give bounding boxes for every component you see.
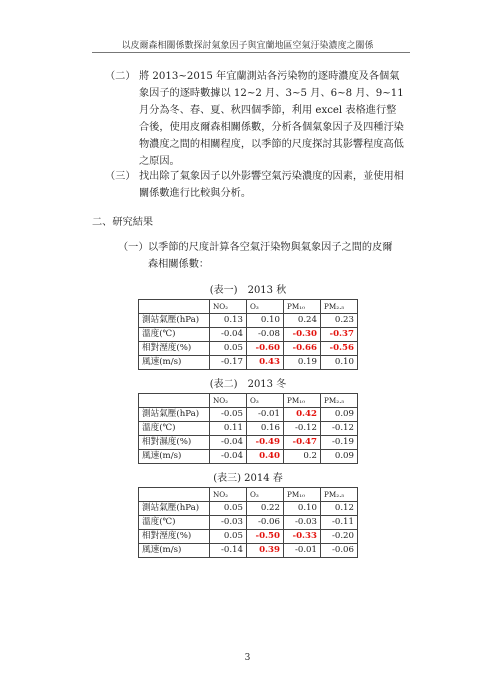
- table-cell: 0.2: [284, 450, 321, 464]
- table-cell: -0.04: [210, 450, 247, 464]
- table-cell: -0.56: [321, 342, 358, 356]
- table-cell: -0.08: [247, 328, 284, 342]
- row-label: 相對濕度(%): [139, 436, 210, 450]
- correlation-table: [138, 299, 358, 370]
- section-heading: 二、研究結果: [92, 217, 154, 228]
- table-cell: -0.01: [247, 408, 284, 422]
- method-paragraph-2: [105, 68, 405, 170]
- table-header-row: [139, 394, 358, 408]
- table-cell: -0.37: [321, 328, 358, 342]
- row-label: 相對溼度(%): [139, 342, 210, 356]
- column-header: PM₁₀: [284, 300, 321, 314]
- table-corner-cell: [139, 488, 210, 502]
- table-cell: -0.47: [284, 436, 321, 450]
- column-header: NO₂: [210, 394, 247, 408]
- row-label: 溫度(℃): [139, 422, 210, 436]
- table-cell: -0.03: [284, 516, 321, 530]
- table-cell: -0.04: [210, 436, 247, 450]
- row-label: 風速(m/s): [139, 356, 210, 370]
- subheading-text: 以季節的尺度計算各空氣汙染物與氣象因子之間的皮爾森相關係數：: [148, 242, 393, 270]
- subheading-marker: （一）: [118, 242, 149, 253]
- row-label: 風速(m/s): [139, 544, 210, 558]
- running-header: 以皮爾森相關係數探討氣象因子與宜蘭地區空氣汙染濃度之關係: [121, 41, 374, 51]
- table-row: [139, 314, 358, 328]
- correlation-table: [138, 487, 358, 558]
- table-row: [139, 328, 358, 342]
- table-cell: -0.05: [210, 408, 247, 422]
- column-header: O₃: [247, 488, 284, 502]
- table-cell: 0.40: [247, 450, 284, 464]
- row-label: 測站氣壓(hPa): [139, 502, 210, 516]
- table-cell: 0.12: [321, 502, 358, 516]
- table-cell: -0.14: [210, 544, 247, 558]
- column-header: PM₂.₅: [321, 394, 358, 408]
- table-cell: -0.11: [321, 516, 358, 530]
- table-row: [139, 450, 358, 464]
- paragraph-marker: （二）: [105, 71, 136, 82]
- table-cell: 0.39: [247, 544, 284, 558]
- table-cell: -0.19: [321, 436, 358, 450]
- column-header: O₃: [247, 300, 284, 314]
- table-caption: (表一) 2013 秋: [209, 285, 287, 296]
- table-row: [139, 356, 358, 370]
- table-cell: -0.66: [284, 342, 321, 356]
- table-cell: 0.10: [321, 356, 358, 370]
- table-row: [139, 530, 358, 544]
- table-cell: 0.22: [247, 502, 284, 516]
- table-row: [139, 342, 358, 356]
- table-cell: -0.04: [210, 328, 247, 342]
- row-label: 相對溼度(%): [139, 530, 210, 544]
- table-cell: 0.10: [284, 502, 321, 516]
- table-cell: -0.50: [247, 530, 284, 544]
- row-label: 風速(m/s): [139, 450, 210, 464]
- row-label: 溫度(℃): [139, 516, 210, 530]
- table-cell: 0.19: [284, 356, 321, 370]
- table-cell: 0.13: [210, 314, 247, 328]
- column-header: PM₂.₅: [321, 488, 358, 502]
- table-cell: 0.11: [210, 422, 247, 436]
- column-header: O₃: [247, 394, 284, 408]
- table-caption: (表二) 2013 冬: [209, 379, 287, 390]
- table-cell: -0.33: [284, 530, 321, 544]
- table-cell: -0.30: [284, 328, 321, 342]
- table-row: [139, 436, 358, 450]
- table-cell: 0.23: [321, 314, 358, 328]
- row-label: 測站氣壓(hPa): [139, 408, 210, 422]
- table-cell: -0.60: [247, 342, 284, 356]
- paragraph-text: 將 2013~2015 年宜蘭測站各污染物的逐時濃度及各個氣象因子的逐時數據以 12~2 月、3~5 月、6~8 月、9~11 月分為冬、春、夏、秋四個季節，利用 excel 表格進行整合後，使用皮爾森相關係數，分析各個氣象因子及四種汙染物濃度之間的相關程度，以季節的尺度探討其影響程度高低之原因。: [139, 71, 404, 167]
- table-cell: -0.20: [321, 530, 358, 544]
- column-header: PM₁₀: [284, 394, 321, 408]
- table-cell: 0.43: [247, 356, 284, 370]
- table-cell: -0.01: [284, 544, 321, 558]
- column-header: PM₂.₅: [321, 300, 358, 314]
- table-cell: 0.05: [210, 502, 247, 516]
- table-cell: -0.12: [284, 422, 321, 436]
- table-cell: 0.05: [210, 342, 247, 356]
- table-header-row: [139, 488, 358, 502]
- table-cell: 0.16: [247, 422, 284, 436]
- table-cell: -0.17: [210, 356, 247, 370]
- table-cell: -0.06: [321, 544, 358, 558]
- table-caption: (表三) 2014 春: [213, 473, 283, 484]
- row-label: 溫度(℃): [139, 328, 210, 342]
- column-header: NO₂: [210, 488, 247, 502]
- table-cell: -0.06: [247, 516, 284, 530]
- table-cell: 0.10: [247, 314, 284, 328]
- table-cell: 0.24: [284, 314, 321, 328]
- table-cell: 0.09: [321, 408, 358, 422]
- method-paragraph-3: [105, 168, 405, 202]
- table-cell: 0.05: [210, 530, 247, 544]
- paragraph-text: 找出除了氣象因子以外影響空氣污染濃度的因素，並使用相關係數進行比較與分析。: [139, 171, 404, 199]
- paragraph-marker: （三）: [105, 171, 136, 182]
- result-subheading-1: [118, 239, 398, 273]
- table-row: [139, 544, 358, 558]
- page-number: 3: [244, 653, 251, 663]
- table-header-row: [139, 300, 358, 314]
- table-cell: -0.03: [210, 516, 247, 530]
- table-cell: 0.42: [284, 408, 321, 422]
- table-corner-cell: [139, 394, 210, 408]
- header-rule: [92, 52, 410, 53]
- table-cell: -0.49: [247, 436, 284, 450]
- table-cell: 0.09: [321, 450, 358, 464]
- correlation-table: [138, 393, 358, 464]
- table-cell: -0.12: [321, 422, 358, 436]
- table-row: [139, 516, 358, 530]
- table-row: [139, 502, 358, 516]
- column-header: PM₁₀: [284, 488, 321, 502]
- table-row: [139, 408, 358, 422]
- column-header: NO₂: [210, 300, 247, 314]
- table-corner-cell: [139, 300, 210, 314]
- table-row: [139, 422, 358, 436]
- row-label: 測站氣壓(hPa): [139, 314, 210, 328]
